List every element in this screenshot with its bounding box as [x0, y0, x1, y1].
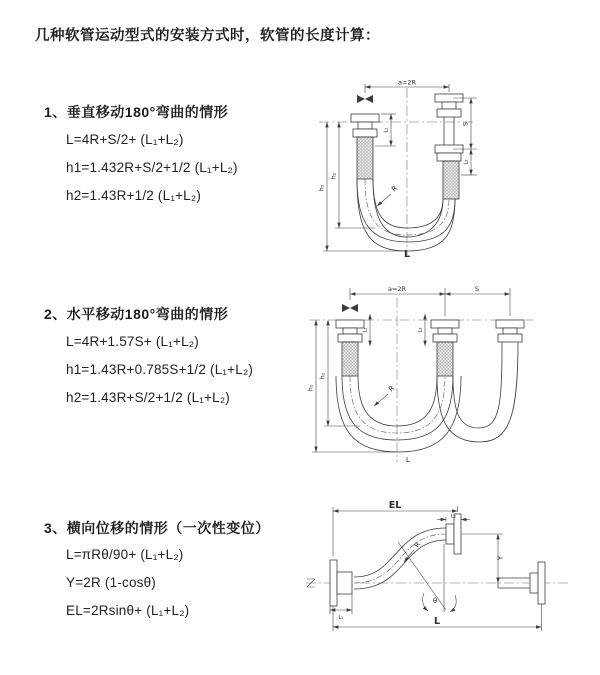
dim-label-h1: h₁: [306, 384, 315, 392]
diagram-vertical-180-bend: [303, 72, 598, 258]
section2-formula-L: L=4R+1.57S+ (L₁+L₂): [66, 334, 199, 349]
dimension-l2: [437, 514, 470, 523]
dim-label-l1: L₁: [383, 127, 390, 133]
dim-label-s: S: [474, 285, 480, 293]
section1-heading: 1、垂直移动180°弯曲的情形: [44, 104, 229, 120]
dim-label-l2: L₂: [450, 513, 457, 520]
dimension-l1: [363, 314, 371, 346]
section2-heading: 2、水平移动180°弯曲的情形: [44, 306, 229, 322]
dimension-a2r: [350, 285, 445, 316]
dim-label-l2: L₂: [417, 327, 424, 333]
dim-label-r: R: [387, 384, 397, 394]
dim-label-r: R: [412, 540, 423, 549]
dim-label-theta: θ: [432, 597, 438, 605]
middle-fitting: [431, 320, 459, 376]
dimension-s: [445, 285, 510, 316]
left-fitting: [351, 114, 379, 179]
dim-label-h2: h₂: [318, 372, 327, 380]
angle-construction: [398, 542, 456, 612]
section2-formula-h1: h1=1.43R+0.785S+1/2 (L₁+L₂): [66, 362, 254, 377]
dim-label-y: Y: [496, 555, 505, 561]
radius-callout: [374, 384, 396, 406]
section3-formula-Y: Y=2R (1-cosθ): [66, 575, 157, 590]
dim-label-h2: h₂: [329, 172, 338, 180]
dim-label-l1: L₁: [338, 615, 344, 621]
section3-formula-L: L=πRθ/90+ (L₁+L₂): [66, 547, 184, 562]
right-fitting: [496, 320, 524, 342]
dimension-y: [462, 534, 505, 583]
dimension-l: [333, 604, 542, 631]
section1-formula-L: L=4R+S/2+ (L₁+L₂): [66, 132, 184, 147]
section2-formula-h2: h2=1.43R+S/2+1/2 (L₁+L₂): [66, 390, 230, 405]
dim-label-l1: L₁: [362, 327, 369, 333]
valve-icon: [357, 95, 373, 103]
dim-label-r: R: [390, 184, 400, 194]
dim-label-a2r: a=2R: [397, 78, 417, 87]
left-flange: [330, 560, 352, 606]
hose-curves: [357, 179, 455, 251]
left-fitting: [336, 320, 364, 376]
diagram-lateral-displacement: [298, 498, 598, 648]
section3-formula-EL: EL=2Rsinθ+ (L₁+L₂): [66, 603, 190, 618]
right-upper-flange: [446, 514, 461, 554]
dim-label-l2: L₂: [463, 159, 470, 165]
page-title: 几种软管运动型式的安装方式时，软管的长度计算：: [35, 28, 380, 44]
diagram-horizontal-180-bend: [298, 276, 598, 464]
section1-formula-h1: h1=1.432R+S/2+1/2 (L₁+L₂): [66, 160, 238, 175]
radius-callout: [404, 541, 422, 562]
valve-icon: [342, 304, 358, 312]
dim-label-s: S: [461, 121, 470, 127]
hose-curves: [336, 342, 518, 452]
dimension-s: [453, 98, 477, 149]
section3-heading: 3、横向位移的情形（一次性变位）: [44, 520, 270, 536]
dim-label-length: L: [403, 249, 411, 258]
dim-label-length: L: [406, 456, 410, 464]
dimension-l2: [418, 314, 426, 346]
section1-formula-h2: h2=1.43R+1/2 (L₁+L₂): [66, 188, 202, 203]
dim-label-el: EL: [388, 500, 402, 511]
dim-label-h1: h₁: [317, 184, 326, 192]
radius-callout: [377, 184, 399, 206]
dim-label-length: L: [433, 616, 441, 627]
dim-label-a2r: a=2R: [387, 285, 407, 293]
right-fitting: [435, 94, 463, 199]
